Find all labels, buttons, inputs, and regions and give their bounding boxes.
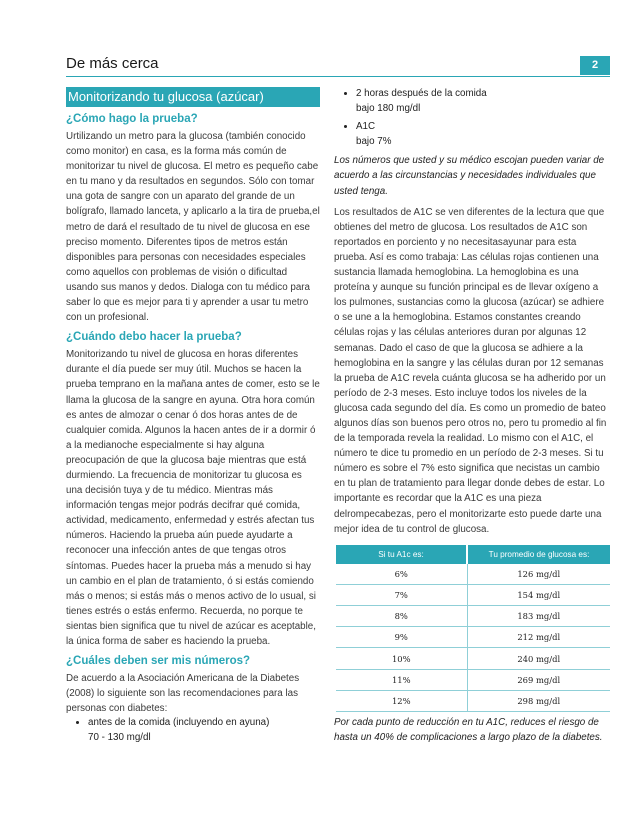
cell-glucose: 154 mg/dl [467,584,610,605]
page-number-badge: 2 [580,56,610,75]
cell-a1c: 7% [336,584,467,605]
cell-glucose: 126 mg/dl [467,564,610,585]
table-header-a1c: Si tu A1c es: [336,545,467,564]
cell-a1c: 6% [336,564,467,585]
right-column [334,87,610,745]
recommendation-list-continued [334,87,610,149]
table-header-glucose: Tu promedio de glucosa es: [467,545,610,564]
table-caption: Por cada punto de reducción en tu A1C, reduces el riesgo de hasta un 40% de complicaciones a largo plazo de la diabetes. [334,717,603,744]
list-item [88,716,320,745]
bullet-sub: bajo 7% [356,135,392,147]
table-row [336,564,610,585]
paragraph-how-test: Urtilizando un metro para la glucosa (también conocido como monitor) en casa, es la forma más común de monitorizar tu nivel de glucosa. El metro es pequeño cabe en tu mano y da resultados en segundos. Sólo con tomar una gota de sangre con un aparato del grande de un bolígrafo, llamado lanceta, y aplicarlo a la tira de prueba,el metro de dará el resultado de tu nivel de glucosa en ese preciso momento. Diferentes tipos de metros están disponibles para personas con necesidades especiales como aquellos con problemas de visión o dificultad usando sus manos y dedos. Dialoga con tu médico para saber lo que es mejor para ti y aprender a usar tu metro con un profesional. [66,131,320,324]
cell-glucose: 212 mg/dl [467,627,610,648]
section-banner: Monitorizando tu glucosa (azúcar) [66,87,320,107]
table-row [336,606,610,627]
italic-note: Los números que usted y su médico escojan pueden variar de acuerdo a las circunstancias y necesidades individuales que usted tenga. [334,155,605,197]
left-column [66,87,320,746]
heading-when-test: ¿Cuándo debo hacer la prueba? [66,331,242,344]
table-header-row [336,545,610,564]
list-item [356,120,610,149]
table-row [336,669,610,690]
table-row [336,648,610,669]
bullet-main: 2 horas después de la comida [356,88,487,99]
header-divider [66,76,610,77]
cell-a1c: 12% [336,690,467,711]
table-row [336,584,610,605]
cell-glucose: 240 mg/dl [467,648,610,669]
recommendation-list [66,716,320,745]
cell-a1c: 9% [336,627,467,648]
heading-numbers: ¿Cuáles deben ser mis números? [66,655,251,668]
cell-glucose: 269 mg/dl [467,669,610,690]
bullet-sub: bajo 180 mg/dl [356,102,421,114]
bullet-main: antes de la comida (incluyendo en ayuna) [88,717,270,729]
heading-how-test: ¿Cómo hago la prueba? [66,113,198,125]
bullet-sub: 70 - 130 mg/dl [88,731,151,743]
cell-glucose: 298 mg/dl [467,690,610,711]
bullet-main: A1C [356,121,376,133]
table-row [336,690,610,711]
table-row [336,627,610,648]
paragraph-a1c: Los resultados de A1C se ven diferentes de la lectura que que obtienes del metro de glucosa. Los resultados de A1C son reportados en porciento y no necesitasayunar para esta prueba. Así es como trabaja: Las células rojas contienen una sustancia llamada hemoglobina. La hemoglobina es una proteína y aunque su función principal es de llevar oxígeno a los pulmones, sustancias como la glucosa (azúcar) se adhiere o se une a la hemoglobina. Estamos constantes creando células rojas y las células anteriores duran por algunas 12 semanas. Dado el caso de que la glucosa se adhiere a la hemoglobina en la sangre y las células duran por 12 semanas la prueba de A1C revela cuánta glucosa se ha adherido por un período de 2-3 meses. Esto incluye todos los niveles de la glucosa cada segundo del día. Es como un promedio de bateo algunos días son buenos pero otros no, pero tu promedio al fin de la temporada revela la realidad. Lo mismo con el A1C, el número te dice tu promedio en un período de 2-3 meses. Si tu número es sobre el 7% esto significa que necistas un cambio en tu plan de tratamiento para llegar donde debes de estar. Lo importante es recordar que la A1C es una pieza delrompecabezas, pero el monitorizarte esto puede darte una mejor idea de tu control de glucosa. [334,206,607,535]
page-title: De más cerca [66,55,159,72]
a1c-table [336,545,610,712]
cell-glucose: 183 mg/dl [467,606,610,627]
cell-a1c: 11% [336,669,467,690]
list-item [356,87,610,116]
cell-a1c: 10% [336,648,467,669]
paragraph-when-test: Monitorizando tu nivel de glucosa en horas diferentes durante el día puede ser muy útil. Muchos se hacen la prueba temprano en la mañana antes de comer, esto se le llama la glucosa de la sangre en ayuna. Otra hora común es antes de almozar o cenar ó dos horas antes de de cualquier comida. Algunos la hacen antes de ir a dormir ó a la medianoche especialmente si hay alguna preocupación de que la glucosa baje mientras que está durmiendo. La frecuencia de monitorizar tu glucosa es una decisión tuya y de tu médico. Mientras más información tengas mejor podrás decifrar qué comida, actividad, medicamento, enfermedad y estrés afectan tus números. Haciendo la prueba aún puede ayudarte a reconocer una infección antes de que tengas otros síntomas. Puedes hacer la prueba más a menudo si hay un cambio en el plan de tratamiento, ó si estás comiendo más o menos; si estás más o menos activo de lo usual, si tienes estrés o estás enfermo. Recuerda, no porque te sientas bien significa que tu nivel de azúcar es aceptable, la única forma de saber es haciendo la prueba. [66,349,320,647]
paragraph-numbers: De acuerdo a la Asociación Americana de la Diabetes (2008) lo siguiente son las recomendaciones para las personas con diabetes: [66,673,300,715]
cell-a1c: 8% [336,606,467,627]
